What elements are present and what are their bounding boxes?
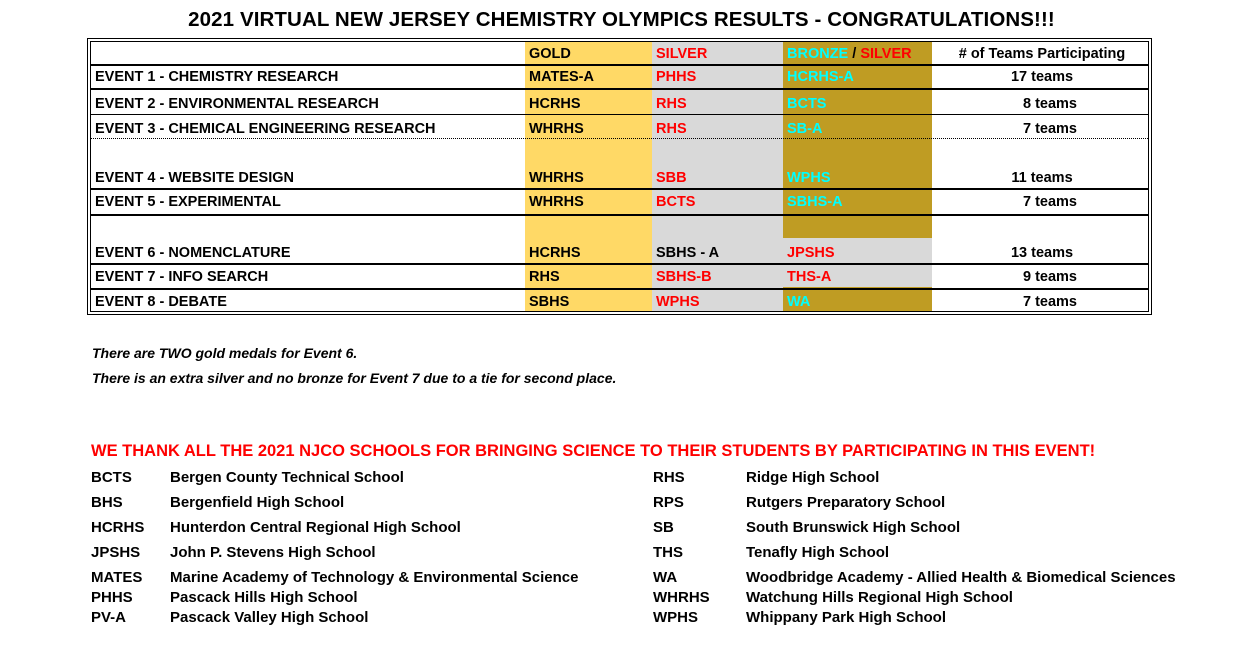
school-name: Watchung Hills Regional High School xyxy=(746,589,1013,606)
gold-winner: WHRHS xyxy=(529,121,584,137)
teams-count: 7 teams xyxy=(1022,294,1077,310)
school-abbr: PHHS xyxy=(91,589,133,606)
row-divider xyxy=(91,64,1148,66)
event-name: EVENT 3 - CHEMICAL ENGINEERING RESEARCH xyxy=(95,121,436,137)
gold-winner: MATES-A xyxy=(529,69,594,85)
school-name: Marine Academy of Technology & Environmental Science xyxy=(170,569,579,586)
silver-winner: SBB xyxy=(656,170,687,186)
school-name: South Brunswick High School xyxy=(746,519,961,536)
bronze-winner: JPSHS xyxy=(787,245,835,261)
event-name: EVENT 5 - EXPERIMENTAL xyxy=(95,194,281,210)
row-divider xyxy=(91,188,1148,190)
row-divider xyxy=(91,138,1148,139)
silver-winner: RHS xyxy=(656,96,687,112)
results-table xyxy=(87,38,1152,315)
header-silver: SILVER xyxy=(656,46,708,62)
teams-count: 11 teams xyxy=(1011,170,1073,186)
bronze-winner: WA xyxy=(787,294,811,310)
school-abbr: WPHS xyxy=(653,609,698,626)
gold-winner: WHRHS xyxy=(529,194,584,210)
event-name: EVENT 4 - WEBSITE DESIGN xyxy=(95,170,294,186)
thanks-banner: WE THANK ALL THE 2021 NJCO SCHOOLS FOR BRINGING SCIENCE TO THEIR STUDENTS BY PARTICIPATING IN THIS EVENT! xyxy=(91,442,1096,460)
silver-winner: SBHS-B xyxy=(656,269,712,285)
event-name: EVENT 6 - NOMENCLATURE xyxy=(95,245,291,261)
event-name: EVENT 7 - INFO SEARCH xyxy=(95,269,269,285)
silver-winner: WPHS xyxy=(656,294,700,310)
bronze-winner: THS-A xyxy=(787,269,832,285)
school-abbr: BHS xyxy=(91,494,123,511)
header-teams: # of Teams Participating xyxy=(958,46,1126,62)
row-divider xyxy=(91,88,1148,90)
silver-winner: SBHS - A xyxy=(656,245,720,261)
school-abbr: HCRHS xyxy=(91,519,145,536)
event-name: EVENT 2 - ENVIRONMENTAL RESEARCH xyxy=(95,96,379,112)
gold-winner: RHS xyxy=(529,269,560,285)
bronze-winner: SB-A xyxy=(787,121,823,137)
school-name: Hunterdon Central Regional High School xyxy=(170,519,461,536)
event-name: EVENT 8 - DEBATE xyxy=(95,294,227,310)
school-name: Pascack Valley High School xyxy=(170,609,369,626)
school-abbr: WHRHS xyxy=(653,589,710,606)
results-table-inner xyxy=(90,41,1149,312)
row-divider xyxy=(91,114,1148,115)
school-abbr: MATES xyxy=(91,569,143,586)
row-divider xyxy=(91,263,1148,265)
school-abbr: PV-A xyxy=(91,609,127,626)
school-name: Bergenfield High School xyxy=(170,494,345,511)
header-bronze: BRONZE xyxy=(787,46,849,62)
teams-count: 13 teams xyxy=(1010,245,1074,261)
school-abbr: RHS xyxy=(653,469,685,486)
school-name: Pascack Hills High School xyxy=(170,589,358,606)
school-name: Ridge High School xyxy=(746,469,880,486)
bronze-winner: HCRHS-A xyxy=(787,69,854,85)
row-divider xyxy=(91,288,1148,290)
school-name: Tenafly High School xyxy=(746,544,890,561)
silver-winner: PHHS xyxy=(656,69,697,85)
gold-winner: HCRHS xyxy=(529,245,581,261)
school-name: Whippany Park High School xyxy=(746,609,947,626)
school-abbr: SB xyxy=(653,519,674,536)
school-abbr: THS xyxy=(653,544,683,561)
teams-count: 17 teams xyxy=(1010,69,1074,85)
school-abbr: JPSHS xyxy=(91,544,141,561)
gold-winner: SBHS xyxy=(529,294,570,310)
event-name: EVENT 1 - CHEMISTRY RESEARCH xyxy=(95,69,339,85)
header-gold: GOLD xyxy=(529,46,571,62)
school-name: John P. Stevens High School xyxy=(170,544,376,561)
header-slash: / xyxy=(848,46,861,62)
school-name: Bergen County Technical School xyxy=(170,469,404,486)
teams-count: 8 teams xyxy=(1022,96,1077,112)
gold-winner: WHRHS xyxy=(529,170,584,186)
teams-count: 7 teams xyxy=(1022,194,1077,210)
row-divider xyxy=(91,214,1148,216)
gold-winner: HCRHS xyxy=(529,96,581,112)
bronze-winner: WPHS xyxy=(787,170,831,186)
school-name: Woodbridge Academy - Allied Health & Biomedical Sciences xyxy=(746,569,1176,586)
header-bronze-silver-label: SILVER xyxy=(860,46,912,62)
school-abbr: WA xyxy=(653,569,678,586)
teams-count: 7 teams xyxy=(1022,121,1077,137)
silver-winner: RHS xyxy=(656,121,687,137)
header-bronze-silver xyxy=(787,45,912,63)
school-abbr: BCTS xyxy=(91,469,132,486)
note-event7: There is an extra silver and no bronze for Event 7 due to a tie for second place. xyxy=(92,370,617,386)
school-name: Rutgers Preparatory School xyxy=(746,494,946,511)
teams-count: 9 teams xyxy=(1022,269,1077,285)
silver-winner: BCTS xyxy=(656,194,696,210)
bronze-winner: BCTS xyxy=(787,96,827,112)
note-event6: There are TWO gold medals for Event 6. xyxy=(92,345,358,361)
school-abbr: RPS xyxy=(653,494,684,511)
page-title: 2021 VIRTUAL NEW JERSEY CHEMISTRY OLYMPICS RESULTS - CONGRATULATIONS!!! xyxy=(188,8,1055,31)
bronze-winner: SBHS-A xyxy=(787,194,843,210)
